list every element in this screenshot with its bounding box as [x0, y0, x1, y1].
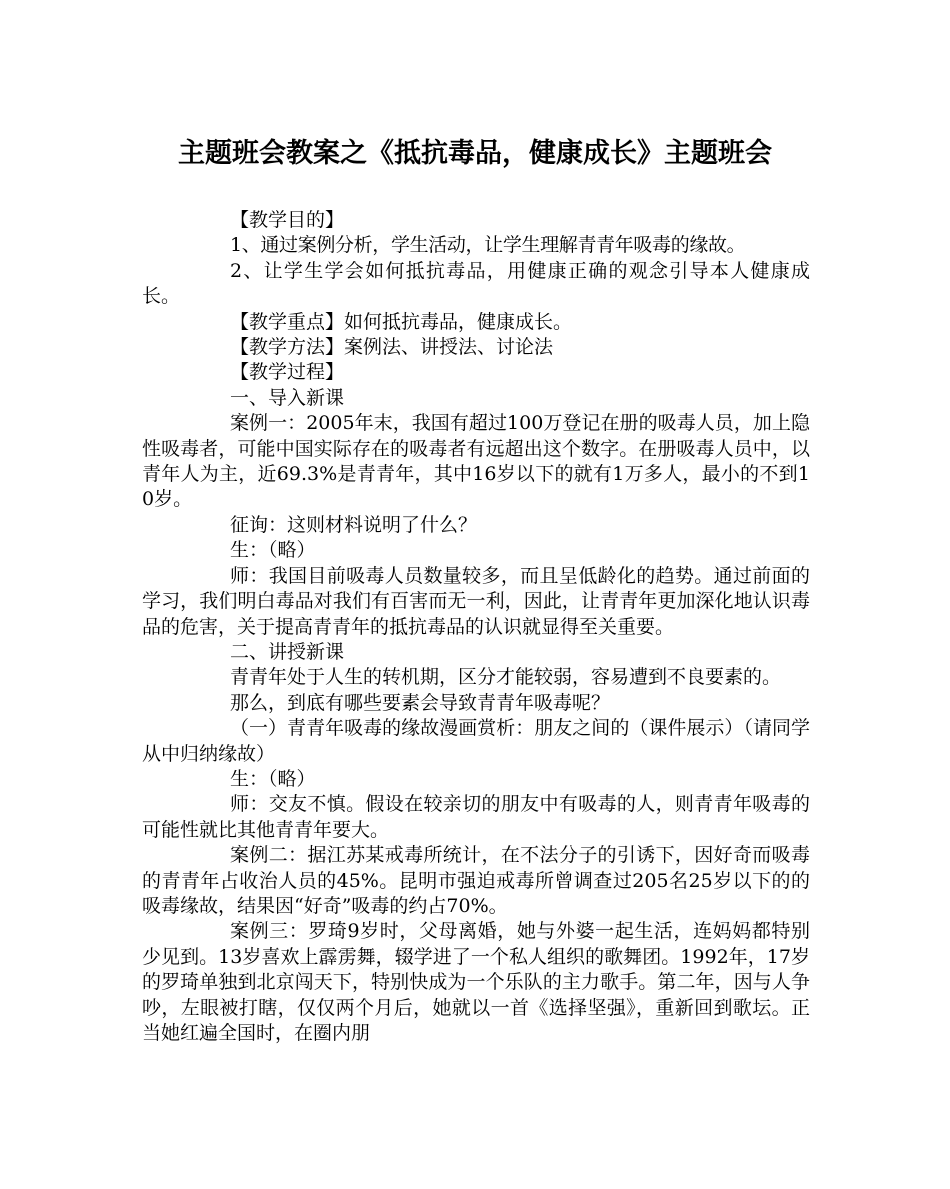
- methods-line: 【教学方法】案例法、讲授法、讨论法: [230, 336, 554, 359]
- objective-item-1: 1、通过案例分析，学生活动，让学生理解青青年吸毒的缘故。: [230, 234, 746, 257]
- case-two-paragraph: 案例二：据江苏某戒毒所统计，在不法分子的引诱下，因好奇而吸毒的青青年占收治人员的45%。昆明市强迫戒毒所曾调查过205名25岁以下的的吸毒缘故，结果因“好奇”吸毒的约占70%。: [142, 844, 810, 917]
- document-body: [142, 208, 810, 1046]
- case-three-paragraph: 案例三：罗琦9岁时，父母离婚，她与外婆一起生活，连妈妈都特别少见到。13岁喜欢上霹雳舞，辍学进了一个私人组织的歌舞团。1992年，17岁的罗琦单独到北京闯天下，特别快成为一个乐队的主力歌手。第二年，因与人争吵，左眼被打瞎，仅仅两个月后，她就以一首《选择坚强》，重新回到歌坛。正当她红遍全国时，在圈内朋: [142, 920, 810, 1044]
- question-factors-paragraph: 那么，到底有哪些要素会导致青青年吸毒呢？: [230, 691, 611, 714]
- section-heading-objectives: 【教学目的】: [230, 209, 345, 231]
- case-one-paragraph: 案例一：2005年末，我国有超过100万登记在册的吸毒人员，加上隐性吸毒者，可能中国实际存在的吸毒者有远超出这个数字。在册吸毒人员中，以青年人为主，近69.3%是青青年，其中16岁以下的就有1万多人，最小的不到10岁。: [142, 412, 810, 511]
- section-heading-process: 【教学过程】: [230, 361, 345, 384]
- teacher-paragraph: 师：我国目前吸毒人员数量较多，而且呈低龄化的趋势。通过前面的学习，我们明白毒品对我们有百害而无一利，因此，让青青年更加深化地认识毒品的危害，关于提高青青年的抵抗毒品的认识就显得至关重要。: [142, 564, 810, 638]
- objective-item-2: 2、让学生学会如何抵抗毒品，用健康正确的观念引导本人健康成长。: [142, 259, 810, 308]
- student-answer-paragraph-2: 生：（略）: [230, 767, 316, 790]
- student-answer-paragraph: 生：（略）: [230, 539, 316, 562]
- teacher-paragraph-2: 师：交友不慎。假设在较亲切的朋友中有吸毒的人，则青青年吸毒的可能性就比其他青青年要大。: [142, 793, 810, 841]
- transition-paragraph: 青青年处于人生的转机期，区分才能较弱，容易遭到不良要素的。: [230, 666, 782, 689]
- subheading-new-lesson: 二、讲授新课: [230, 640, 345, 663]
- key-points-line: 【教学重点】如何抵抗毒品，健康成长。: [230, 310, 573, 333]
- document-title: 主题班会教案之《抵抗毒品，健康成长》主题班会: [178, 138, 772, 169]
- subheading-introduction: 一、导入新课: [230, 386, 345, 409]
- question-paragraph: 征询：这则材料说明了什么？: [230, 513, 478, 536]
- comic-analysis-paragraph: （一）青青年吸毒的缘故漫画赏析：朋友之间的（课件展示）（请同学从中归纳缘故）: [142, 717, 810, 765]
